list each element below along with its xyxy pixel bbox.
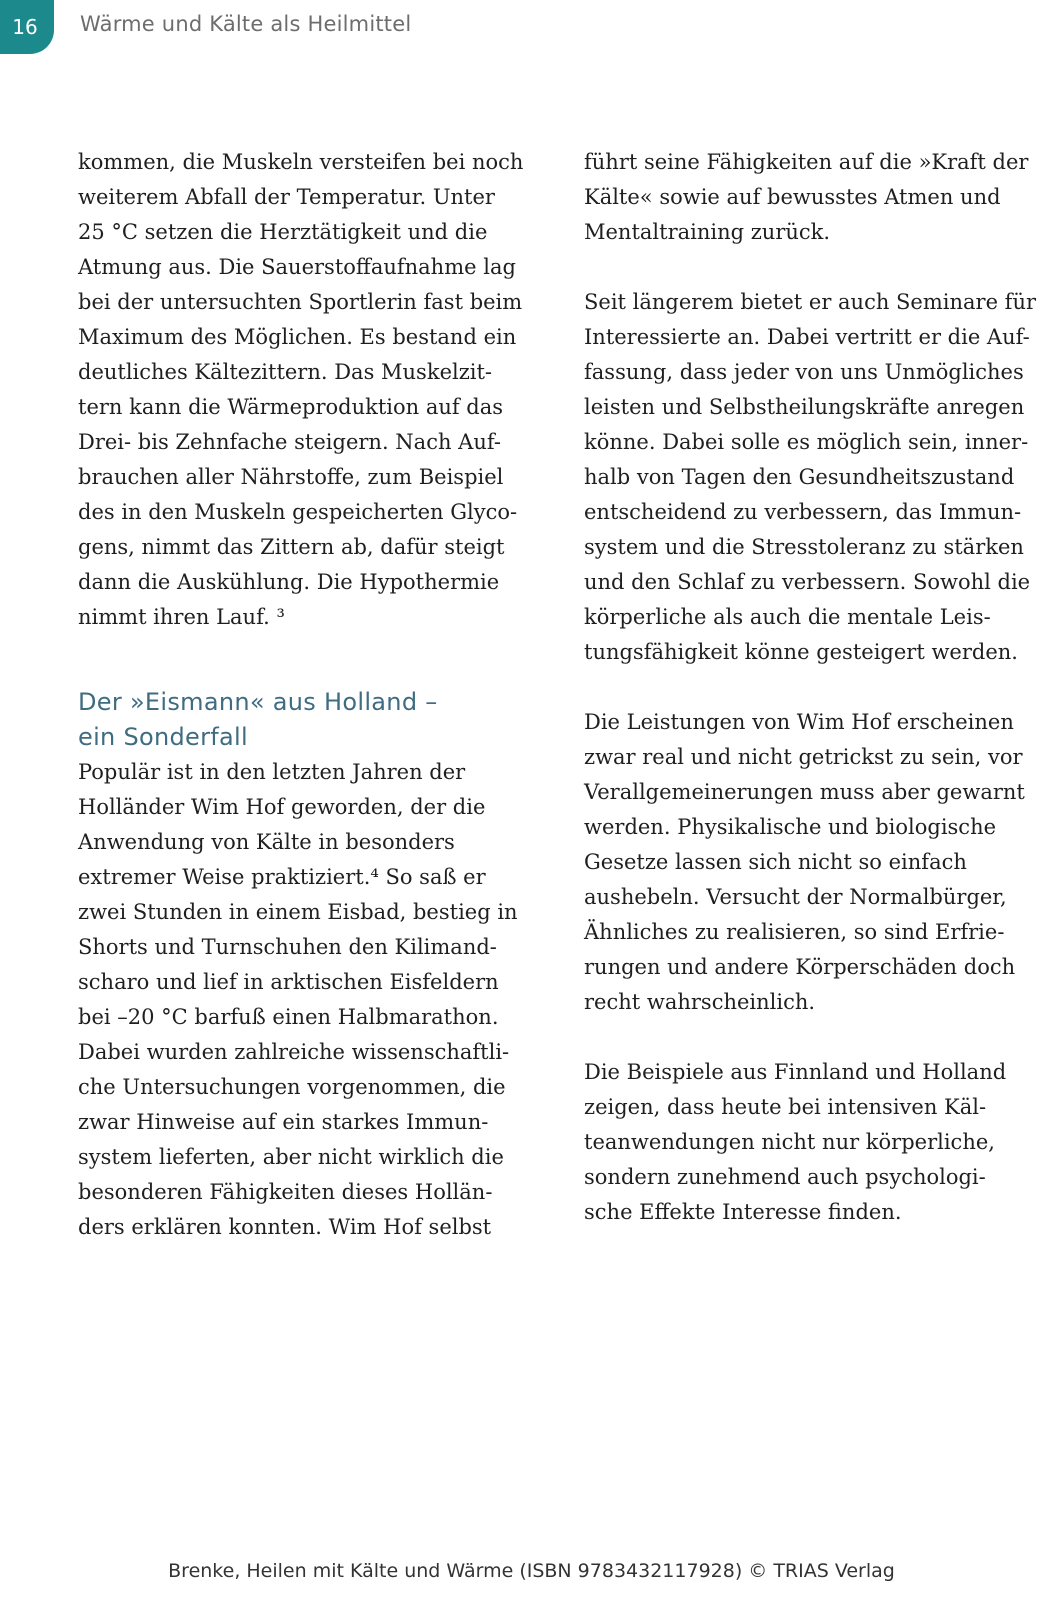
- text-line: deutliches Kältezittern. Das Muskelzit-: [78, 360, 493, 384]
- text-line: fassung, dass jeder von uns Unmögliches: [584, 360, 1024, 384]
- footer-credit: Brenke, Heilen mit Kälte und Wärme (ISBN 9783432117928) © TRIAS Verlag: [168, 1560, 895, 1582]
- text-line: tern kann die Wärmeproduktion auf das: [78, 395, 504, 419]
- text-line: sondern zunehmend auch psychologi-: [584, 1165, 986, 1189]
- text-line: zeigen, dass heute bei intensiven Käl-: [584, 1095, 987, 1119]
- text-line: weiterem Abfall der Temperatur. Unter: [78, 185, 495, 209]
- paragraph-body-1: [78, 145, 548, 635]
- text-line: des in den Muskeln gespeicherten Glyco-: [78, 500, 518, 524]
- text-line: Anwendung von Kälte in besonders: [78, 830, 455, 854]
- text-line: werden. Physikalische und biologische: [584, 815, 997, 839]
- paragraph-spacer: [584, 250, 1054, 285]
- text-line: teanwendungen nicht nur körperliche,: [584, 1130, 995, 1154]
- text-line: bei –20 °C barfuß einen Halbmarathon.: [78, 1005, 499, 1029]
- heading-line: ein Sonderfall: [78, 723, 248, 751]
- paragraph-spacer: [584, 1020, 1054, 1055]
- text-line: recht wahrscheinlich.: [584, 990, 816, 1014]
- text-line: aushebeln. Versucht der Normalbürger,: [584, 885, 1007, 909]
- text-line: könne. Dabei solle es möglich sein, inner-: [584, 430, 1029, 454]
- text-line: nimmt ihren Lauf. ³: [78, 605, 285, 629]
- text-line: halb von Tagen den Gesundheitszustand: [584, 465, 1015, 489]
- text-line: system lieferten, aber nicht wirklich die: [78, 1145, 504, 1169]
- text-line: rungen und andere Körperschäden doch: [584, 955, 1016, 979]
- paragraph-wim-hof-continued: [584, 145, 1054, 250]
- text-line: system und die Stresstoleranz zu stärken: [584, 535, 1024, 559]
- paragraph-body-2: [78, 755, 548, 1245]
- text-line: che Untersuchungen vorgenommen, die: [78, 1075, 506, 1099]
- text-line: körperliche als auch die mentale Leis-: [584, 605, 991, 629]
- text-line: kommen, die Muskeln versteifen bei noch: [78, 150, 524, 174]
- text-line: Gesetze lassen sich nicht so einfach: [584, 850, 967, 874]
- text-line: Shorts und Turnschuhen den Kilimand-: [78, 935, 497, 959]
- text-line: scharo und lief in arktischen Eisfeldern: [78, 970, 499, 994]
- text-line: Seit längerem bietet er auch Seminare für: [584, 290, 1037, 314]
- section-spacer: [78, 635, 548, 685]
- text-line: brauchen aller Nährstoffe, zum Beispiel: [78, 465, 504, 489]
- heading-line: Der »Eismann« aus Holland –: [78, 688, 438, 716]
- text-line: Populär ist in den letzten Jahren der: [78, 760, 466, 784]
- text-line: tungsfähigkeit könne gesteigert werden.: [584, 640, 1018, 664]
- text-line: zwei Stunden in einem Eisbad, bestieg in: [78, 900, 518, 924]
- text-line: extremer Weise praktiziert.⁴ So saß er: [78, 865, 486, 889]
- text-line: sche Effekte Interesse finden.: [584, 1200, 902, 1224]
- text-line: besonderen Fähigkeiten dieses Hollän-: [78, 1180, 493, 1204]
- right-column: [584, 145, 1054, 1230]
- text-line: ders erklären konnten. Wim Hof selbst: [78, 1215, 492, 1239]
- text-line: Atmung aus. Die Sauerstoffaufnahme lag: [78, 255, 516, 279]
- text-line: und den Schlaf zu verbessern. Sowohl die: [584, 570, 1031, 594]
- section-heading: [78, 685, 548, 755]
- text-line: leisten und Selbstheilungskräfte anregen: [584, 395, 1025, 419]
- text-line: zwar Hinweise auf ein starkes Immun-: [78, 1110, 489, 1134]
- text-line: Die Beispiele aus Finnland und Holland: [584, 1060, 1007, 1084]
- text-line: bei der untersuchten Sportlerin fast beim: [78, 290, 523, 314]
- text-line: Die Leistungen von Wim Hof erscheinen: [584, 710, 1014, 734]
- text-line: Drei- bis Zehnfache steigern. Nach Auf-: [78, 430, 501, 454]
- paragraph-achievements: [584, 705, 1054, 1020]
- paragraph-spacer: [584, 670, 1054, 705]
- text-line: dann die Auskühlung. Die Hypothermie: [78, 570, 500, 594]
- text-line: 25 °C setzen die Herztätigkeit und die: [78, 220, 488, 244]
- text-line: Ähnliches zu realisieren, so sind Erfrie-: [584, 920, 1005, 944]
- text-line: Maximum des Möglichen. Es bestand ein: [78, 325, 517, 349]
- text-line: führt seine Fähigkeiten auf die »Kraft der: [584, 150, 1029, 174]
- text-line: Interessierte an. Dabei vertritt er die Auf-: [584, 325, 1030, 349]
- text-line: gens, nimmt das Zittern ab, dafür steigt: [78, 535, 505, 559]
- text-line: entscheidend zu verbessern, das Immun-: [584, 500, 1022, 524]
- text-line: Holländer Wim Hof geworden, der die: [78, 795, 486, 819]
- left-column: [78, 145, 548, 1245]
- page-number: 16: [12, 15, 38, 39]
- page-number-tab: [0, 0, 54, 54]
- text-line: Verallgemeinerungen muss aber gewarnt: [584, 780, 1025, 804]
- running-title: Wärme und Kälte als Heilmittel: [80, 12, 412, 36]
- text-line: Mentaltraining zurück.: [584, 220, 831, 244]
- paragraph-conclusion: [584, 1055, 1054, 1230]
- text-line: Dabei wurden zahlreiche wissenschaftli-: [78, 1040, 510, 1064]
- paragraph-seminars: [584, 285, 1054, 670]
- text-line: zwar real und nicht getrickst zu sein, vor: [584, 745, 1023, 769]
- text-line: Kälte« sowie auf bewusstes Atmen und: [584, 185, 1001, 209]
